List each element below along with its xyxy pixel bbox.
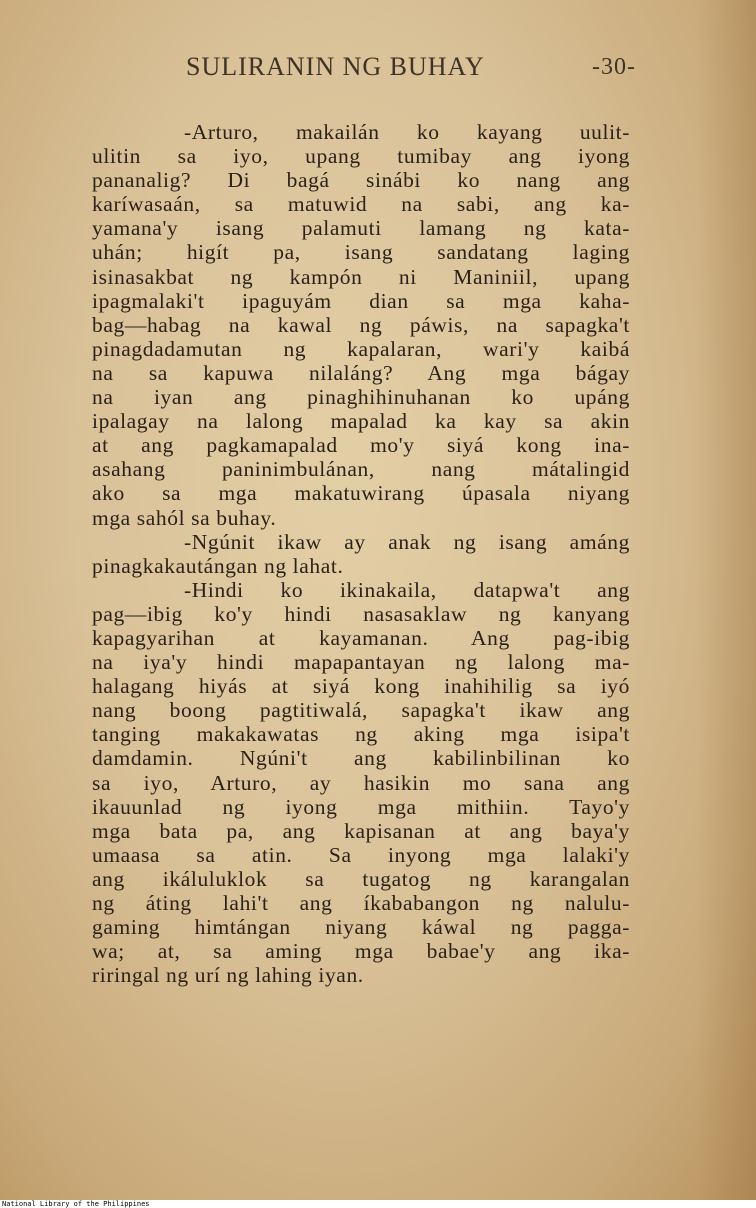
text-line: mga bata pa, ang kapisanan at ang baya'y <box>92 818 630 843</box>
page-number: -30- <box>592 54 636 80</box>
text-line: ipalagay na lalong mapalad ka kay sa akin <box>92 409 630 434</box>
text-line: umaasa sa atin. Sa inyong mga lalaki'y <box>92 842 630 867</box>
running-title: SULIRANIN NG BUHAY <box>186 52 485 81</box>
text-line: karíwasaán, sa matuwid na sabi, ang ka- <box>92 192 630 217</box>
text-line: pag—ibig ko'y hindi nasasaklaw ng kanyang <box>92 601 630 626</box>
text-line: ikauunlad ng iyong mga mithiin. Tayo'y <box>92 794 630 819</box>
text-line: halagang hiyás at siyá kong inahihilig sa iyó <box>92 674 630 699</box>
text-line: gaming himtángan niyang káwal ng pagga- <box>92 915 630 940</box>
text-line: tanging makakawatas ng aking mga isipa't <box>92 722 630 747</box>
text-line: na iya'y hindi mapapantayan ng lalong ma- <box>92 650 630 675</box>
library-credit: National Library of the Philippines <box>2 1200 150 1208</box>
paragraph <box>92 578 630 988</box>
text-line: pinagkakautángan ng lahat. <box>92 553 344 578</box>
text-line: ang ikáluluklok sa tugatog ng karangalan <box>92 866 630 891</box>
text-line: ako sa mga makatuwirang úpasala niyang <box>92 481 630 506</box>
body-text <box>92 120 630 987</box>
text-line: damdamin. Ngúni't ang kabilinbilinan ko <box>92 746 630 771</box>
text-line: -Hindi ko ikinakaila, datapwa't ang <box>184 577 630 602</box>
text-line: -Arturo, makailán ko kayang uulit- <box>184 120 630 144</box>
text-line: at ang pagkamapalad mo'y siyá kong ina- <box>92 433 630 458</box>
text-line: pananalig? Di bagá sinábi ko nang ang <box>92 168 630 193</box>
text-line: isinasakbat ng kampón ni Maniniil, upang <box>92 264 630 289</box>
text-line: pinagdadamutan ng kapalaran, wari'y kaibá <box>92 336 630 361</box>
text-line: yamana'y isang palamuti lamang ng kata- <box>92 216 630 241</box>
text-line: sa iyo, Arturo, ay hasikin mo sana ang <box>92 770 630 795</box>
text-line: asahang paninimbulánan, nang mátalingid <box>92 457 630 482</box>
text-line: -Ngúnit ikaw ay anak ng isang amáng <box>184 529 630 554</box>
text-line: uhán; higít pa, isang sandatang laging <box>92 240 630 265</box>
text-line: ng áting lahi't ang íkababangon ng nalulu- <box>92 891 630 915</box>
page-header <box>0 52 756 86</box>
text-line: mga sahól sa buhay. <box>92 505 277 530</box>
text-line: riringal ng urí ng lahing iyan. <box>92 963 364 988</box>
text-line: kapagyarihan at kayamanan. Ang pag-ibig <box>92 625 630 650</box>
paragraph <box>92 530 630 578</box>
text-line: ipagmalaki't ipaguyám dian sa mga kaha- <box>92 288 630 313</box>
text-line: ulitin sa iyo, upang tumibay ang iyong <box>92 144 630 169</box>
paragraph <box>92 120 630 530</box>
text-line: wa; at, sa aming mga babae'y ang ika- <box>92 939 630 964</box>
text-line: na iyan ang pinaghihinuhanan ko upáng <box>92 385 630 410</box>
text-line: bag—habag na kawal ng páwis, na sapagka't <box>92 312 630 337</box>
text-line: na sa kapuwa nilaláng? Ang mga bágay <box>92 360 630 385</box>
text-line: nang boong pagtitiwalá, sapagka't ikaw ang <box>92 698 630 723</box>
